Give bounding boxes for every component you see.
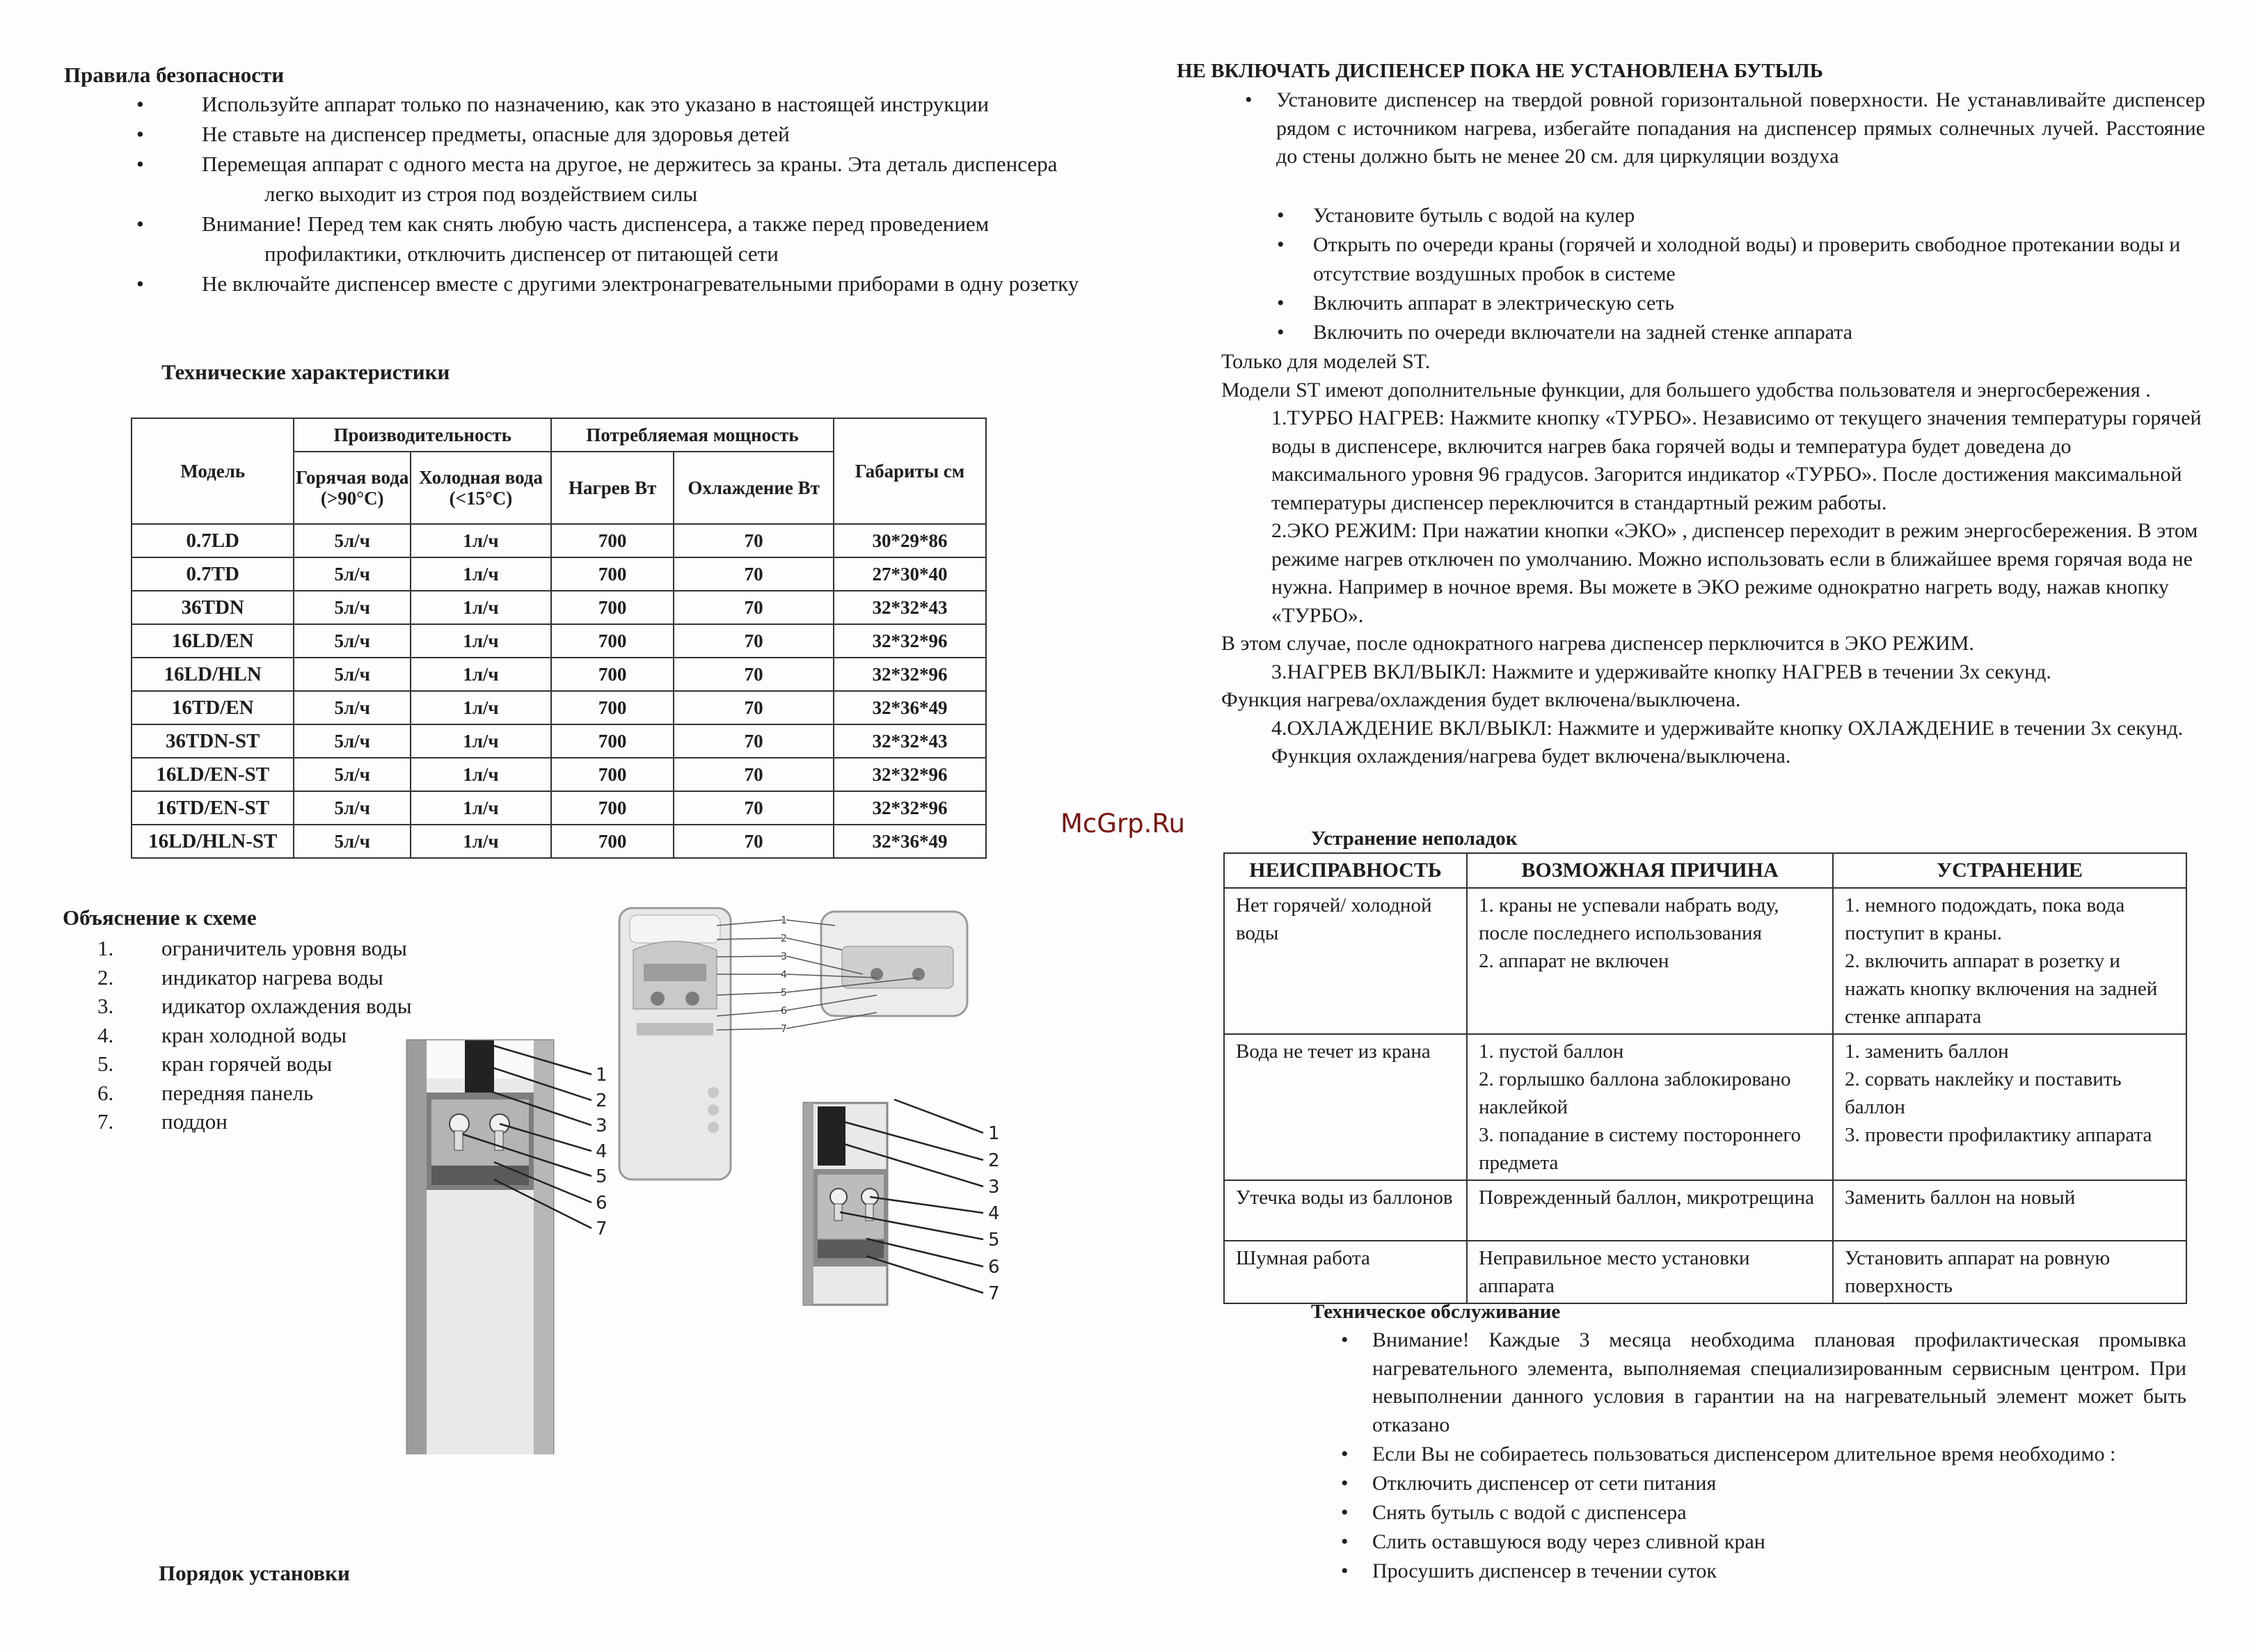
specs-table bbox=[131, 418, 987, 859]
callout-small-5: 5 bbox=[781, 987, 787, 999]
callout-1: 1 bbox=[596, 1065, 607, 1086]
callout-b-6: 6 bbox=[988, 1257, 1000, 1278]
maintenance-title: Техническое обслуживание bbox=[1311, 1301, 1561, 1323]
list-item: • Слить оставшуюся воду через сливной кран bbox=[1341, 1530, 1765, 1553]
list-item: 5. кран горячей воды bbox=[97, 1051, 333, 1076]
callout-b-1: 1 bbox=[988, 1123, 1000, 1144]
specs-title: Технические характеристики bbox=[161, 360, 450, 384]
callout-6: 6 bbox=[596, 1193, 607, 1214]
install-step-1: • Установите диспенсер на твердой ровной горизонтальной поверхности. Не устанавливайте диспенсер рядом с источником нагрева, избегайте попадания на диспенсер прямых солнечных лучей. Расстояние до стены должно быть не менее 20 см. для циркуляции воздуха bbox=[1276, 86, 2205, 171]
callout-small-3: 3 bbox=[781, 951, 787, 962]
th-power: Потребляемая мощность bbox=[551, 418, 834, 452]
list-item: 6. передняя панель bbox=[97, 1080, 314, 1105]
heat-text: 3.НАГРЕВ ВКЛ/ВЫКЛ: Нажмите и удерживайте кнопку НАГРЕВ в течении 3х секунд. bbox=[1271, 660, 2051, 683]
callout-b-5: 5 bbox=[988, 1230, 1000, 1250]
list-item: 1. ограничитель уровня воды bbox=[97, 936, 407, 960]
list-item: • Отключить диспенсер от сети питания bbox=[1341, 1472, 1717, 1495]
th-hot: Горячая вода (>90°С) bbox=[294, 452, 410, 524]
table-row: Вода не течет из крана 1. пустой баллон 2. горлышко баллона заблокировано наклейкой 3. попадание в систему постороннего предмета 1. заменить баллон 2. сорвать наклейку и поставить баллон 3. провести профилактику аппарата bbox=[1224, 1034, 2186, 1180]
st-section bbox=[1221, 348, 2209, 771]
floor-dispenser-drawing bbox=[407, 1040, 553, 1454]
th-cause: ВОЗМОЖНАЯ ПРИЧИНА bbox=[1467, 853, 1833, 888]
table-row: 36TDN 5л/ч 1л/ч 700 70 32*32*43 bbox=[132, 591, 986, 624]
th-fault: НЕИСПРАВНОСТЬ bbox=[1224, 853, 1467, 888]
callout-small-4: 4 bbox=[781, 969, 787, 980]
callout-5: 5 bbox=[596, 1166, 607, 1187]
left-page bbox=[0, 0, 1127, 1652]
list-item: • Используйте аппарат только по назначению, как это указано в настоящей инструкции bbox=[136, 92, 990, 116]
turbo-text: 1.ТУРБО НАГРЕВ: Нажмите кнопку «ТУРБО». Независимо от текущего значения температуры горячей воды в диспенсере, включится нагрев бака горячей воды и температура будет доведена до максимального уровня 96 градусов. Загорится индикатор «ТУРБО». После достижения максимальной температуры диспенсер переключится в стандартный режим работы. bbox=[1271, 406, 2202, 514]
floor-dispenser-photo bbox=[619, 908, 731, 1180]
st-only: Только для моделей ST. bbox=[1221, 350, 1431, 373]
table-row: 16TD/EN 5л/ч 1л/ч 700 70 32*36*49 bbox=[132, 691, 986, 724]
eco-note: В этом случае, после однократного нагрева диспенсер перключится в ЭКО РЕЖИМ. bbox=[1221, 632, 1974, 655]
st-intro: Модели ST имеют дополнительные функции, для большего удобства пользователя и энергосбережения . bbox=[1221, 378, 2151, 402]
troubleshooting-title: Устранение неполадок bbox=[1311, 827, 1518, 850]
safety-title: Правила безопасности bbox=[64, 63, 285, 87]
table-row: 16TD/EN-ST 5л/ч 1л/ч 700 70 32*32*96 bbox=[132, 791, 986, 825]
list-item: • Не включайте диспенсер вместе с другими электронагревательными приборами в одну розетку bbox=[136, 271, 1079, 296]
th-fix: УСТРАНЕНИЕ bbox=[1833, 853, 2186, 888]
th-cold: Холодная вода (<15°С) bbox=[411, 452, 551, 524]
table-row: 36TDN-ST 5л/ч 1л/ч 700 70 32*32*43 bbox=[132, 724, 986, 758]
th-dims: Габариты см bbox=[834, 418, 986, 524]
callout-small-2: 2 bbox=[781, 933, 787, 944]
install-warning: НЕ ВКЛЮЧАТЬ ДИСПЕНСЕР ПОКА НЕ УСТАНОВЛЕНА БУТЫЛЬ bbox=[1177, 60, 1823, 82]
callout-b-3: 3 bbox=[988, 1177, 1000, 1198]
callout-small-7: 7 bbox=[781, 1024, 787, 1035]
list-item: • Включить по очереди включатели на задней стенке аппарата bbox=[1277, 321, 1853, 344]
scheme-title: Объяснение к схеме bbox=[63, 905, 257, 930]
callout-3: 3 bbox=[596, 1115, 607, 1136]
callout-4: 4 bbox=[596, 1141, 607, 1162]
bullet: • bbox=[1245, 88, 1253, 111]
list-item: • Открыть по очереди краны (горячей и холодной воды) и проверить свободное протекании воды и отсутствие воздушных пробок в системе bbox=[1277, 233, 2181, 285]
table-row: 16LD/HLN 5л/ч 1л/ч 700 70 32*32*96 bbox=[132, 658, 986, 691]
callout-b-2: 2 bbox=[988, 1150, 1000, 1171]
table-row: 0.7LD 5л/ч 1л/ч 700 70 30*29*86 bbox=[132, 524, 986, 557]
th-heating: Нагрев Вт bbox=[551, 452, 674, 524]
install-title: Порядок установки bbox=[159, 1561, 350, 1585]
list-item: 3. идикатор охлаждения воды bbox=[97, 994, 412, 1018]
th-model: Модель bbox=[132, 418, 294, 524]
table-row: Шумная работа Неправильное место установки аппарата Установить аппарат на ровную поверхность bbox=[1224, 1241, 2186, 1303]
list-item: • Внимание! Перед тем как снять любую часть диспенсера, а также перед проведением профилактики, отключить диспенсер от питающей сети bbox=[136, 212, 990, 266]
callout-small-6: 6 bbox=[781, 1006, 787, 1017]
th-productivity: Производительность bbox=[294, 418, 551, 452]
list-item: • Перемещая аппарат с одного места на другое, не держитесь за краны. Эта деталь диспенсера легко выходит из строя под воздействием силы bbox=[136, 152, 1058, 206]
table-row: 16LD/HLN-ST 5л/ч 1л/ч 700 70 32*36*49 bbox=[132, 825, 986, 858]
list-item: • Если Вы не собираетесь пользоваться диспенсером длительное время необходимо : bbox=[1341, 1443, 2116, 1466]
cool-text: 4.ОХЛАЖДЕНИЕ ВКЛ/ВЫКЛ: Нажмите и удерживайте кнопку ОХЛАЖДЕНИЕ в течении 3х секунд. Функция охлаждения/нагрева будет включена/выключена. bbox=[1271, 716, 2184, 768]
table-row: Нет горячей/ холодной воды 1. краны не успевали набрать воду, после последнего использования 2. аппарат не включен 1. немного подождать, пока вода поступит в краны. 2. включить аппарат в розетку и нажать кнопку включения на задней стенке аппарата bbox=[1224, 888, 2186, 1034]
list-item: • Просушить диспенсер в течении суток bbox=[1341, 1559, 1717, 1582]
list-item: 4. кран холодной воды bbox=[97, 1022, 347, 1047]
right-page bbox=[1127, 0, 2256, 1652]
list-item: 7. поддон bbox=[97, 1109, 228, 1134]
eco-text: 2.ЭКО РЕЖИМ: При нажатии кнопки «ЭКО» , диспенсер переходит в режим энергосбережения. В этом режиме нагрев отключен по умолчанию. Можно использовать если в ближайшее время горячая вода не нужна. Например в ночное время. Вы можете в ЭКО режиме однократно нагреть воду, нажав кнопку «ТУРБО». bbox=[1271, 519, 2198, 627]
install-steps bbox=[1277, 201, 2218, 347]
scheme-list bbox=[64, 934, 412, 1136]
table-dispenser-drawing bbox=[797, 1093, 1033, 1315]
list-item: 2. индикатор нагрева воды bbox=[97, 964, 383, 990]
table-row: 16LD/EN 5л/ч 1л/ч 700 70 32*32*96 bbox=[132, 624, 986, 658]
safety-list bbox=[136, 89, 1086, 299]
callout-7: 7 bbox=[596, 1218, 607, 1239]
list-item: • Включить аппарат в электрическую сеть bbox=[1277, 292, 1675, 315]
list-item: • Снять бутыль с водой с диспенсера bbox=[1341, 1501, 1687, 1524]
bullet: • bbox=[1341, 1328, 1349, 1351]
callout-b-4: 4 bbox=[988, 1203, 1000, 1224]
maintenance-list bbox=[1341, 1440, 2207, 1586]
th-cooling: Охлаждение Вт bbox=[674, 452, 834, 524]
table-row: 16LD/EN-ST 5л/ч 1л/ч 700 70 32*32*96 bbox=[132, 758, 986, 791]
troubleshooting-table bbox=[1223, 852, 2187, 1304]
table-row: 0.7TD 5л/ч 1л/ч 700 70 27*30*40 bbox=[132, 557, 986, 591]
maintenance-warning: • Внимание! Каждые 3 месяца необходима плановая профилактическая промывка нагревательного элемента, выполняемая специализированным сервисным центром. При невыполнении данного условия в гарантии на на нагревательный элемент может быть отказано bbox=[1372, 1326, 2186, 1439]
watermark: McGrp.Ru bbox=[1061, 809, 1185, 839]
heat-note: Функция нагрева/охлаждения будет включена/выключена. bbox=[1221, 688, 1741, 711]
list-item: • Установите бутыль с водой на кулер bbox=[1277, 204, 1635, 227]
callout-2: 2 bbox=[596, 1090, 607, 1111]
list-item: • Не ставьте на диспенсер предметы, опасные для здоровья детей bbox=[136, 122, 790, 146]
table-row: Утечка воды из баллонов Поврежденный баллон, микротрещина Заменить баллон на новый bbox=[1224, 1180, 2186, 1241]
callout-small-1: 1 bbox=[781, 915, 787, 926]
callout-b-7: 7 bbox=[988, 1283, 1000, 1304]
